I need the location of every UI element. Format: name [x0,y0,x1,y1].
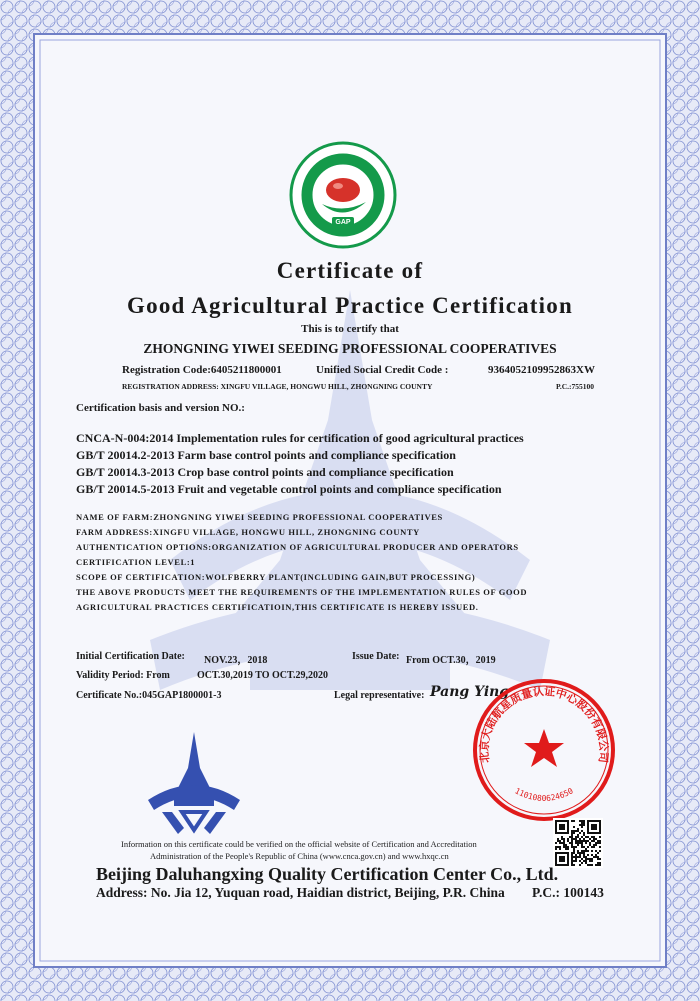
registration-code-label: Registration Code: [122,364,211,376]
footer-info-line1: Information on this certificate could be verified on the official website of Certification and Accreditation [121,839,477,849]
legal-representative-label: Legal representative: [334,690,425,701]
issue-date-label: Issue Date: [352,651,400,662]
qr-code[interactable] [553,818,603,868]
certificate-title-line1: Certificate of [276,258,424,283]
registration-postcode: P.C.:755100 [556,382,595,391]
issue-date-value: From OCT.30，2019 [406,655,496,666]
company-seal [468,676,620,824]
standard-line: CNCA-N-004:2014 Implementation rules for certification of good agricultural practices [76,431,524,445]
detail-line: THE ABOVE PRODUCTS MEET THE REQUIREMENTS OF THE IMPLEMENTATION RULES OF GOOD [76,587,528,597]
registration-code [122,364,282,376]
certificate-title-line2: Good Agricultural Practice Certification [127,293,573,318]
credit-code-label: Unified Social Credit Code : [316,364,449,376]
credit-code-value: 9364052109952863XW [488,364,595,376]
gap-badge-text: GAP [335,219,351,226]
seal-number: 1101080624650 [513,786,575,803]
validity-value: OCT.30,2019 TO OCT.29,2020 [197,670,328,681]
footer-postcode: P.C.: 100143 [532,885,604,900]
footer-info-line2: Administration of the People's Republic of China (www.cnca.gov.cn) and www.hxqc.cn [150,851,449,861]
gap-logo-icon [288,140,398,250]
certify-text: This is to certify that [301,323,399,335]
standard-line: GB/T 20014.3-2013 Crop base control points and compliance specification [76,465,454,479]
red-star-icon [524,729,564,767]
standard-line: GB/T 20014.5-2013 Fruit and vegetable control points and compliance specification [76,482,502,496]
detail-line: CERTIFICATION LEVEL:1 [76,557,196,567]
detail-line: NAME OF FARM:ZHONGNING YIWEI SEEDING PROFESSIONAL COOPERATIVES [76,512,443,522]
detail-line: FARM ADDRESS:XINGFU VILLAGE, HONGWU HILL, ZHONGNING COUNTY [76,527,420,537]
registration-code-value: 6405211800001 [210,364,282,376]
detail-line: AUTHENTICATION OPTIONS:ORGANIZATION OF AGRICULTURAL PRODUCER AND OPERATORS [76,542,519,552]
initial-date-label: Initial Certification Date: [76,651,185,662]
validity-label: Validity Period: From [76,670,170,681]
svg-text:1101080624650 [513,786,575,803]
basis-label: Certification basis and version NO.: [76,402,245,414]
standard-line: GB/T 20014.2-2013 Farm base control points and compliance specification [76,448,456,462]
organization-name: ZHONGNING YIWEI SEEDING PROFESSIONAL COOPERATIVES [143,341,557,356]
footer-company: Beijing Daluhangxing Quality Certification Center Co., Ltd. [96,864,559,884]
seal-text: 北京大陆航星质量认证中心股份有限公司 [477,684,611,764]
signature: Pang Ying [430,684,510,700]
certificate-number: Certificate No.:045GAP1800001-3 [76,690,222,701]
detail-line: SCOPE OF CERTIFICATION:WOLFBERRY PLANT(INCLUDING GAIN,BUT PROCESSING) [76,572,476,582]
footer-address: Address: No. Jia 12, Yuquan road, Haidian district, Beijing, P.R. China [96,885,505,900]
tower-logo-icon [138,730,250,840]
detail-line: AGRICULTURAL PRACTICES CERTIFICATIOIN,THIS CERTIFICATE IS HEREBY ISSUED. [76,602,479,612]
registration-address: REGISTRATION ADDRESS: XINGFU VILLAGE, HONGWU HILL, ZHONGNING COUNTY [122,382,433,391]
initial-date-value: NOV.23，2018 [204,655,268,666]
